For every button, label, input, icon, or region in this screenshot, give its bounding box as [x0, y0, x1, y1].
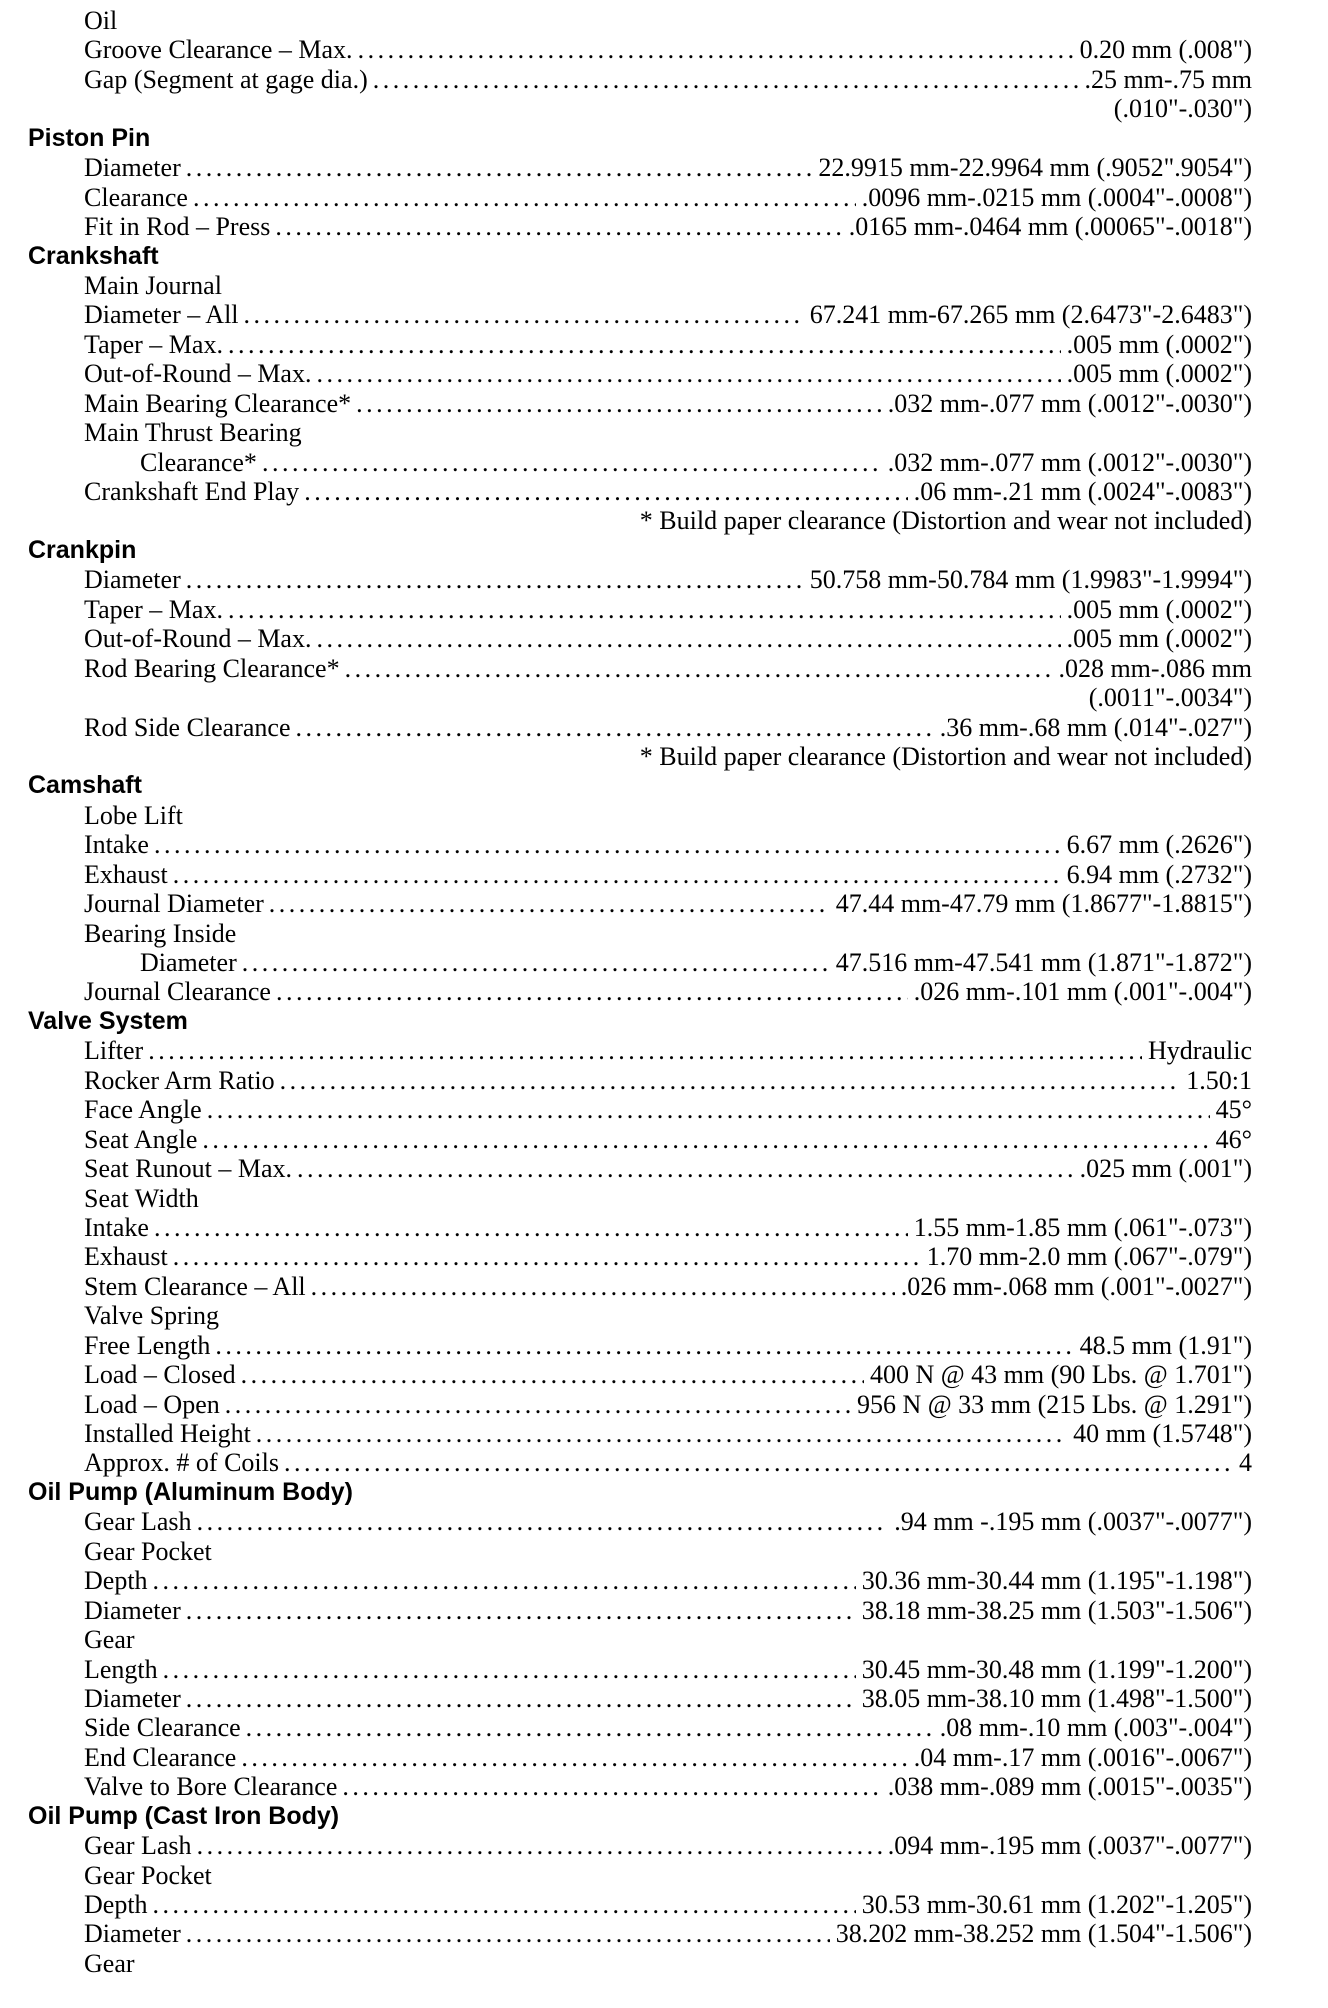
spec-label: Diameter . . .	[84, 1919, 1252, 1948]
subheading: Gear	[84, 1625, 135, 1655]
spec-value: 45°	[1210, 1095, 1252, 1124]
subheading-row	[0, 271, 1328, 300]
spec-label: Journal Clearance . . .	[84, 977, 1252, 1006]
spec-row-diameter-all	[0, 300, 1328, 329]
spec-row-diameter	[0, 1684, 1328, 1713]
spec-row-rod-side-clearance	[0, 713, 1328, 742]
footnote: * Build paper clearance (Distortion and wear not included)	[639, 741, 1252, 771]
spec-label: Clearance . . .	[84, 183, 1252, 212]
section-heading: Camshaft	[28, 771, 142, 800]
spec-value: .0096 mm-.0215 mm (.0004"-.0008")	[856, 183, 1252, 212]
spec-label: Crankshaft End Play . . .	[84, 477, 1252, 506]
spec-value: 4	[1233, 1448, 1252, 1477]
spec-row-load-closed	[0, 1360, 1328, 1389]
spec-label: Diameter . . .	[84, 1684, 1252, 1713]
spec-label: Exhaust . . .	[84, 860, 1252, 889]
spec-value: 1.55 mm-1.85 mm (.061"-.073")	[908, 1213, 1252, 1242]
spec-label: Fit in Rod – Press . . .	[84, 212, 1252, 241]
spec-label: Diameter . . .	[140, 948, 1252, 977]
spec-label: Side Clearance . . .	[84, 1713, 1252, 1742]
spec-value: 47.44 mm-47.79 mm (1.8677"-1.8815")	[830, 889, 1252, 918]
spec-row-rod-bearing-clearance	[0, 654, 1328, 683]
spec-row-out-of-round-max	[0, 624, 1328, 653]
spec-label: Gear Lash . . .	[84, 1507, 1252, 1536]
spec-row-journal-clearance	[0, 977, 1328, 1006]
spec-row-gear-lash	[0, 1507, 1328, 1536]
spec-label: Installed Height . . .	[84, 1419, 1252, 1448]
spec-value: .005 mm (.0002")	[1061, 595, 1252, 624]
section-heading: Piston Pin	[28, 123, 151, 152]
spec-label: Journal Diameter . . .	[84, 889, 1252, 918]
subheading: Gear Pocket	[84, 1860, 212, 1890]
footnote-row	[0, 506, 1328, 535]
spec-value: .04 mm-.17 mm (.0016"-.0067")	[908, 1743, 1252, 1772]
spec-sheet	[0, 6, 1328, 1978]
section-heading-row	[0, 771, 1328, 800]
spec-label: End Clearance . . .	[84, 1743, 1252, 1772]
spec-value: 1.70 mm-2.0 mm (.067"-.079")	[921, 1242, 1252, 1271]
spec-value: 956 N @ 33 mm (215 Lbs. @ 1.291")	[851, 1390, 1252, 1419]
spec-label: Approx. # of Coils . . .	[84, 1448, 1252, 1477]
spec-value: 400 N @ 43 mm (90 Lbs. @ 1.701")	[864, 1360, 1252, 1389]
spec-row-taper-max	[0, 595, 1328, 624]
spec-row-valve-to-bore-clearance	[0, 1772, 1328, 1801]
subheading-row	[0, 919, 1328, 948]
spec-row-diameter	[0, 1596, 1328, 1625]
spec-label: Intake . . .	[84, 1213, 1252, 1242]
spec-label: Intake . . .	[84, 830, 1252, 859]
spec-label: Depth . . .	[84, 1566, 1252, 1595]
spec-label: Seat Runout – Max. . . .	[84, 1154, 1252, 1183]
spec-value: .36 mm-.68 mm (.014"-.027")	[934, 713, 1252, 742]
spec-row-depth	[0, 1890, 1328, 1919]
spec-row-side-clearance	[0, 1713, 1328, 1742]
value-continuation-row	[0, 94, 1328, 123]
spec-label: Rocker Arm Ratio . . .	[84, 1066, 1252, 1095]
spec-label: Valve to Bore Clearance . . .	[84, 1772, 1252, 1801]
section-heading-row	[0, 242, 1328, 271]
spec-value: 30.53 mm-30.61 mm (1.202"-1.205")	[856, 1890, 1252, 1919]
spec-label: Taper – Max. . . .	[84, 595, 1252, 624]
section-heading-row	[0, 1007, 1328, 1036]
spec-row-out-of-round-max	[0, 359, 1328, 388]
spec-row-exhaust	[0, 860, 1328, 889]
spec-label: Diameter . . .	[84, 565, 1252, 594]
spec-value: .028 mm-.086 mm	[1052, 654, 1252, 683]
spec-value: 38.05 mm-38.10 mm (1.498"-1.500")	[856, 1684, 1252, 1713]
spec-value: .038 mm-.089 mm (.0015"-.0035")	[882, 1772, 1252, 1801]
spec-row-seat-runout-max	[0, 1154, 1328, 1183]
spec-label: Diameter . . .	[84, 153, 1252, 182]
spec-value: 67.241 mm-67.265 mm (2.6473"-2.6483")	[804, 300, 1252, 329]
section-heading-row	[0, 1478, 1328, 1507]
subheading: Valve Spring	[84, 1301, 220, 1331]
spec-row-diameter	[0, 565, 1328, 594]
spec-label: Rod Side Clearance . . .	[84, 713, 1252, 742]
spec-label: Rod Bearing Clearance* . . .	[84, 654, 1252, 683]
spec-row-diameter	[0, 1919, 1328, 1948]
spec-row-length	[0, 1655, 1328, 1684]
spec-value: 38.202 mm-38.252 mm (1.504"-1.506")	[830, 1919, 1252, 1948]
spec-row-installed-height	[0, 1419, 1328, 1448]
spec-label: Clearance* . . .	[140, 448, 1252, 477]
spec-row-intake	[0, 830, 1328, 859]
spec-value: .005 mm (.0002")	[1061, 624, 1252, 653]
spec-row-intake	[0, 1213, 1328, 1242]
spec-value: .0165 mm-.0464 mm (.00065"-.0018")	[843, 212, 1252, 241]
spec-row-main-bearing-clearance	[0, 389, 1328, 418]
spec-row-face-angle	[0, 1095, 1328, 1124]
spec-value: 22.9915 mm-22.9964 mm (.9052".9054")	[812, 153, 1252, 182]
spec-value: .032 mm-.077 mm (.0012"-.0030")	[882, 389, 1252, 418]
subheading-row	[0, 1301, 1328, 1330]
spec-value: .06 mm-.21 mm (.0024"-.0083")	[908, 477, 1252, 506]
subheading: Seat Width	[84, 1183, 199, 1213]
spec-label: Free Length . . .	[84, 1331, 1252, 1360]
value-continuation: (.0011"-.0034")	[1088, 683, 1252, 713]
spec-label: Gear Lash . . .	[84, 1831, 1252, 1860]
spec-row-load-open	[0, 1390, 1328, 1419]
spec-value: 0.20 mm (.008")	[1074, 35, 1252, 64]
value-continuation-row	[0, 683, 1328, 712]
subheading-row	[0, 801, 1328, 830]
spec-label: Depth . . .	[84, 1890, 1252, 1919]
spec-label: Main Bearing Clearance* . . .	[84, 389, 1252, 418]
spec-row-stem-clearance-all	[0, 1272, 1328, 1301]
spec-row-free-length	[0, 1331, 1328, 1360]
spec-value: 30.45 mm-30.48 mm (1.199"-1.200")	[856, 1655, 1252, 1684]
subheading-row	[0, 418, 1328, 447]
spec-row-crankshaft-end-play	[0, 477, 1328, 506]
section-heading-row	[0, 1802, 1328, 1831]
spec-value: 47.516 mm-47.541 mm (1.871"-1.872")	[830, 948, 1252, 977]
value-continuation: (.010"-.030")	[1113, 94, 1252, 124]
subheading-row	[0, 1184, 1328, 1213]
section-heading-row	[0, 124, 1328, 153]
subheading: Oil	[84, 6, 118, 35]
subheading-row	[0, 1625, 1328, 1654]
spec-value: 46°	[1210, 1125, 1252, 1154]
subheading-row	[0, 1537, 1328, 1566]
spec-label: Lifter . . .	[84, 1036, 1252, 1065]
spec-row-taper-max	[0, 330, 1328, 359]
spec-value: 38.18 mm-38.25 mm (1.503"-1.506")	[856, 1596, 1252, 1625]
spec-value: .026 mm-.068 mm (.001"-.0027")	[895, 1272, 1252, 1301]
spec-value: 40 mm (1.5748")	[1067, 1419, 1252, 1448]
subheading: Main Thrust Bearing	[84, 418, 302, 448]
spec-row-gear-lash	[0, 1831, 1328, 1860]
section-heading-row	[0, 536, 1328, 565]
spec-label: Diameter – All . . .	[84, 300, 1252, 329]
spec-label: Out-of-Round – Max. . . .	[84, 624, 1252, 653]
subheading: Gear	[84, 1948, 135, 1978]
spec-value: .032 mm-.077 mm (.0012"-.0030")	[882, 448, 1252, 477]
spec-value: 6.94 mm (.2732")	[1061, 860, 1252, 889]
spec-value: .25 mm-.75 mm	[1078, 65, 1252, 94]
spec-value: 30.36 mm-30.44 mm (1.195"-1.198")	[856, 1566, 1252, 1595]
spec-label: Stem Clearance – All . . .	[84, 1272, 1252, 1301]
spec-label: Out-of-Round – Max. . . .	[84, 359, 1252, 388]
section-heading: Oil Pump (Cast Iron Body)	[28, 1801, 340, 1830]
spec-value: 50.758 mm-50.784 mm (1.9983"-1.9994")	[804, 565, 1252, 594]
section-heading: Crankpin	[28, 535, 137, 564]
subheading: Gear Pocket	[84, 1536, 212, 1566]
spec-label: Taper – Max. . . .	[84, 330, 1252, 359]
spec-value: 48.5 mm (1.91")	[1074, 1331, 1252, 1360]
spec-value: 6.67 mm (.2626")	[1061, 830, 1252, 859]
section-heading: Crankshaft	[28, 241, 159, 270]
footnote-row	[0, 742, 1328, 771]
subheading-row	[0, 1949, 1328, 1978]
spec-label: Load – Open . . .	[84, 1390, 1252, 1419]
spec-row-groove-clearance-max	[0, 35, 1328, 64]
spec-row-gap-segment-at-gage-dia	[0, 65, 1328, 94]
spec-row-approx-of-coils	[0, 1448, 1328, 1477]
spec-label: Load – Closed . . .	[84, 1360, 1252, 1389]
subheading: Main Journal	[84, 270, 222, 300]
spec-value: .005 mm (.0002")	[1061, 359, 1252, 388]
spec-row-rocker-arm-ratio	[0, 1066, 1328, 1095]
spec-label: Seat Angle . . .	[84, 1125, 1252, 1154]
spec-label: Exhaust . . .	[84, 1242, 1252, 1271]
footnote: * Build paper clearance (Distortion and wear not included)	[639, 506, 1252, 536]
spec-row-journal-diameter	[0, 889, 1328, 918]
spec-value: .026 mm-.101 mm (.001"-.004")	[908, 977, 1252, 1006]
spec-row-lifter	[0, 1036, 1328, 1065]
spec-value: .08 mm-.10 mm (.003"-.004")	[934, 1713, 1252, 1742]
spec-value: Hydraulic	[1142, 1036, 1252, 1065]
spec-label: Diameter . . .	[84, 1596, 1252, 1625]
spec-row-clearance	[0, 448, 1328, 477]
subheading: Bearing Inside	[84, 918, 237, 948]
spec-value: .094 mm-.195 mm (.0037"-.0077")	[882, 1831, 1252, 1860]
spec-row-depth	[0, 1566, 1328, 1595]
section-heading: Valve System	[28, 1006, 188, 1035]
spec-label: Groove Clearance – Max. . . .	[84, 35, 1252, 64]
spec-label: Length . . .	[84, 1655, 1252, 1684]
spec-row-clearance	[0, 183, 1328, 212]
subheading: Lobe Lift	[84, 800, 183, 830]
section-heading: Oil Pump (Aluminum Body)	[28, 1477, 353, 1506]
spec-value: .005 mm (.0002")	[1061, 330, 1252, 359]
spec-row-fit-in-rod-press	[0, 212, 1328, 241]
spec-row-diameter	[0, 153, 1328, 182]
spec-row-end-clearance	[0, 1743, 1328, 1772]
spec-value: .025 mm (.001")	[1074, 1154, 1252, 1183]
spec-row-seat-angle	[0, 1125, 1328, 1154]
spec-label: Face Angle . . .	[84, 1095, 1252, 1124]
spec-row-exhaust	[0, 1242, 1328, 1271]
spec-value: .94 mm -.195 mm (.0037"-.0077")	[888, 1507, 1252, 1536]
spec-label: Gap (Segment at gage dia.) . . .	[84, 65, 1252, 94]
subheading-row	[0, 1861, 1328, 1890]
spec-value: 1.50:1	[1180, 1066, 1252, 1095]
spec-row-diameter	[0, 948, 1328, 977]
subheading-row	[0, 6, 1328, 35]
